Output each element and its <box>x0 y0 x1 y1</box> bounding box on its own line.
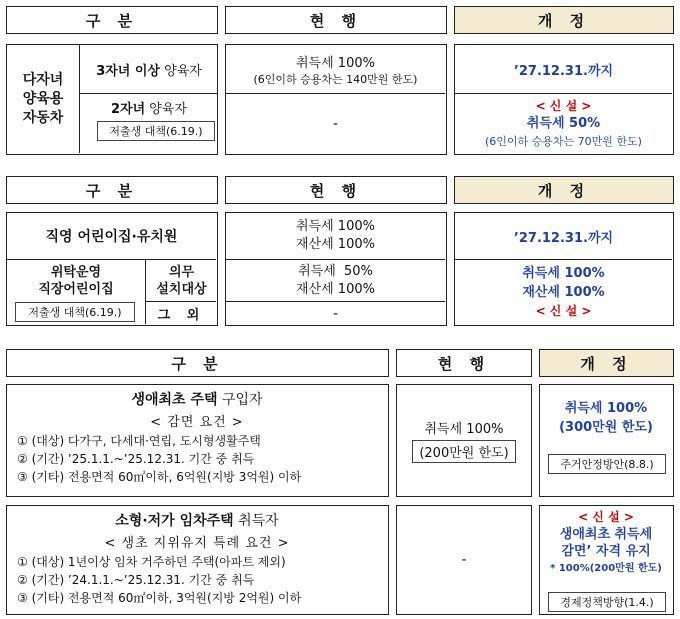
t1-header-category: 구 분 <box>6 6 218 34</box>
t3-r2-rev-tag: 경제정책방향(1.4.) <box>548 592 666 612</box>
t3-r1-rev-b: (300만원 한도) <box>559 420 653 435</box>
t2-cur3: - <box>332 305 339 322</box>
t1-row1-label: 3자녀 이상 양육자 <box>96 63 202 79</box>
t2-sub2-label: 그 외 <box>157 308 206 323</box>
t3-r2-rev-new: < 신 설 > <box>578 510 634 524</box>
t2-header-category: 구 분 <box>6 176 218 204</box>
t3-row1-list <box>17 432 382 486</box>
t3-row2-revised <box>539 505 674 615</box>
t2-cur2-a: 취득세 50% <box>298 264 373 279</box>
t1-revised-cell <box>454 44 674 155</box>
t1-rev2-new: < 신 설 > <box>535 99 592 113</box>
t3-r2-rev-note: * 100%(200만원 한도) <box>550 563 662 574</box>
t2-cur2-b: 재산세 100% <box>296 282 375 297</box>
t1-rev2-line1: 취득세 50% <box>526 116 601 131</box>
t3-row1-revised <box>539 384 674 497</box>
t1-row2-tag: 저출생 대책(6.19.) <box>97 121 215 141</box>
t3-r2-rev-b: 감면’ 자격 유지 <box>561 544 651 559</box>
t2-header-revised: 개 정 <box>454 176 674 204</box>
list-item: ② (기간) ’25.1.1.~’25.12.31. 기간 중 취득 <box>17 452 255 466</box>
t1-cur1-line1: 취득세 100% <box>296 55 375 71</box>
t2-rev2-a: 취득세 100% <box>522 266 605 281</box>
t3-row2-subtitle: < 생초 지위유지 특례 요건 > <box>104 536 290 551</box>
t3-r1-cur-b: (200만원 한도) <box>412 440 515 463</box>
list-item: ① (대상) 다가구, 다세대·연립, 도시형생활주택 <box>17 434 261 448</box>
t1-cur1-line2: (6인이하 승용차는 140만원 한도) <box>253 72 418 86</box>
t1-row2-label: 2자녀 양육자 <box>111 101 187 117</box>
list-item: ③ (기타) 전용면적 60㎡이하, 3억원(지방 2억원) 이하 <box>17 591 302 605</box>
t2-sub1-label: 의무 설치대상 <box>156 265 207 297</box>
t1-rev1: ’27.12.31.까지 <box>513 63 614 79</box>
t3-row1-subtitle: < 감면 요건 > <box>150 415 244 430</box>
list-item: ② (기간) ’24.1.1.~’25.12.31. 기간 중 취득 <box>17 573 255 587</box>
t2-rev1: ’27.12.31.까지 <box>513 230 614 246</box>
t3-row1-title: 생애최초 주택 구입자 <box>131 392 263 408</box>
t2-revised-cell <box>454 212 674 326</box>
t3-r1-rev-tag: 주거안정방안(8.8.) <box>548 454 666 474</box>
t1-header-revised: 개 정 <box>454 6 674 34</box>
t3-header-category: 구 분 <box>6 349 389 377</box>
t1-header-current: 현 행 <box>225 6 447 34</box>
t3-row2-title: 소형·저가 임차주택 취득자 <box>115 513 279 529</box>
t1-rev2-line2: (6인이하 승용차는 70만원 한도) <box>485 135 642 148</box>
t1-category-label: 다자녀 양육용 자동차 <box>22 71 64 126</box>
t2-category-cell <box>6 212 218 326</box>
t3-row1-category <box>6 384 389 497</box>
t3-header-revised: 개 정 <box>539 349 674 377</box>
t3-row2-current: - <box>396 505 532 615</box>
t1-category-cell <box>6 44 218 155</box>
t1-current-cell <box>225 44 447 155</box>
t3-r1-rev-a: 취득세 100% <box>564 401 648 416</box>
t2-rev2-b: 재산세 100% <box>522 285 605 300</box>
t2-row1-label: 직영 어린이집·유치원 <box>45 229 178 245</box>
t3-row1-current <box>396 384 532 497</box>
t2-current-cell <box>225 212 447 326</box>
t1-cur2: - <box>332 116 339 132</box>
t2-rev2-new: < 신 설 > <box>535 304 592 318</box>
t3-r1-cur-a: 취득세 100% <box>424 422 504 437</box>
t2-row2-label: 위탁운영 직장어린이집 <box>38 265 114 297</box>
t2-header-current: 현 행 <box>225 176 447 204</box>
t3-header-current: 현 행 <box>396 349 532 377</box>
t2-cur1-a: 취득세 100% <box>296 219 375 234</box>
list-item: ① (대상) 1년이상 임차 거주하던 주택(아파트 제외) <box>17 555 286 569</box>
t2-cur1-b: 재산세 100% <box>296 237 375 252</box>
t2-row2-tag: 저출생 대책(6.19.) <box>15 302 135 322</box>
t3-r2-rev-a: 생애최초 취득세 <box>559 527 653 542</box>
t3-row2-list <box>17 553 382 607</box>
list-item: ③ (기타) 전용면적 60㎡이하, 6억원(지방 3억원) 이하 <box>17 470 302 484</box>
t3-row2-category <box>6 505 389 615</box>
